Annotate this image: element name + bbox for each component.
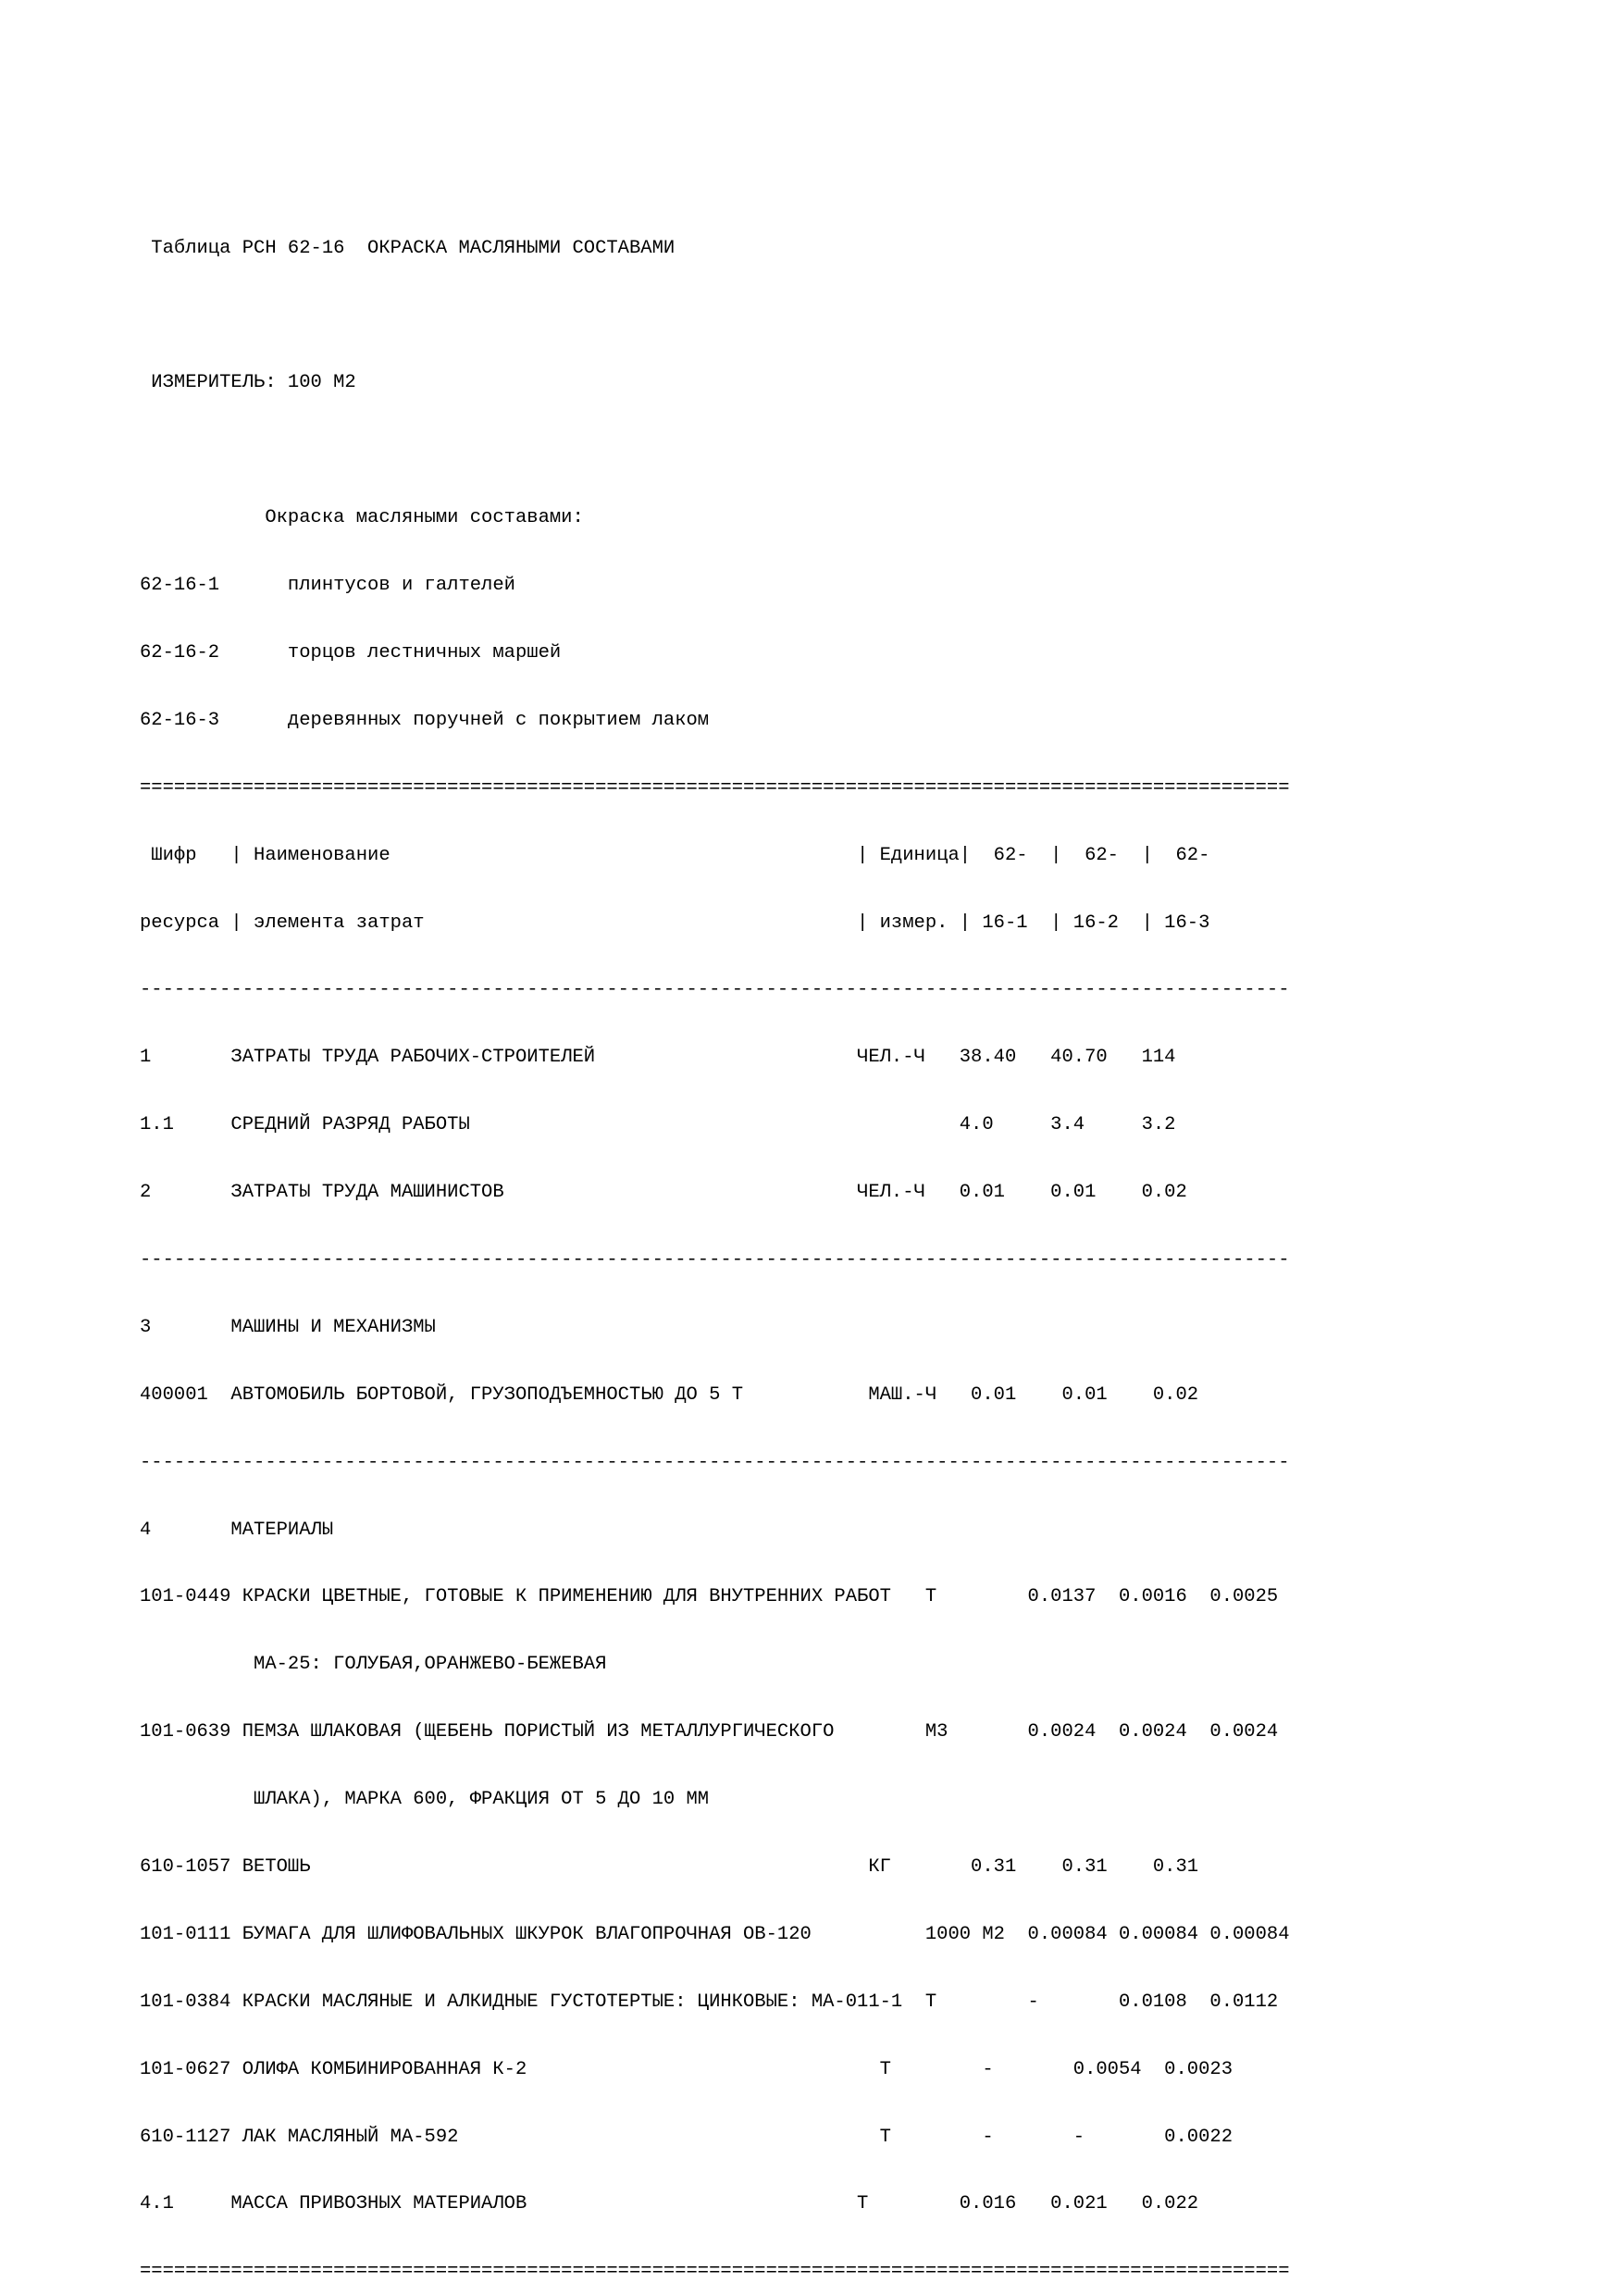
double-rule: ===================================================================================================== xyxy=(140,2261,1290,2283)
single-rule: ----------------------------------------------------------------------------------------------------- xyxy=(140,1248,1290,1271)
table-row: 101-0384 КРАСКИ МАСЛЯНЫЕ И АЛКИДНЫЕ ГУСТОТЕРТЫЕ: ЦИНКОВЫЕ: МА-011-1 Т - 0.0108 0.0112 xyxy=(140,1991,1279,2013)
table-row: ШЛАКА), МАРКА 600, ФРАКЦИЯ ОТ 5 ДО 10 ММ xyxy=(140,1789,710,1811)
single-rule: ----------------------------------------------------------------------------------------------------- xyxy=(140,1451,1290,1473)
table-row: 2 ЗАТРАТЫ ТРУДА МАШИНИСТОВ ЧЕЛ.-Ч 0.01 0.01 0.02 xyxy=(140,1182,1187,1204)
measure-line: ИЗМЕРИТЕЛЬ: 100 М2 xyxy=(140,372,356,394)
table-row: 101-0449 КРАСКИ ЦВЕТНЫЕ, ГОТОВЫЕ К ПРИМЕНЕНИЮ ДЛЯ ВНУТРЕННИХ РАБОТ Т 0.0137 0.0016 0.0025 xyxy=(140,1586,1279,1608)
table-row: 400001 АВТОМОБИЛЬ БОРТОВОЙ, ГРУЗОПОДЪЕМНОСТЬЮ ДО 5 Т МАШ.-Ч 0.01 0.01 0.02 xyxy=(140,1383,1199,1406)
table-row: 101-0627 ОЛИФА КОМБИНИРОВАННАЯ К-2 Т - 0.0054 0.0023 xyxy=(140,2058,1233,2080)
table-row: 610-1127 ЛАК МАСЛЯНЫЙ МА-592 Т - - 0.0022 xyxy=(140,2126,1233,2148)
table-header-row: Шифр | Наименование | Единица| 62- | 62- | 62- xyxy=(140,844,1210,866)
table-row: 610-1057 ВЕТОШЬ КГ 0.31 0.31 0.31 xyxy=(140,1855,1199,1878)
table-row: МА-25: ГОЛУБАЯ,ОРАНЖЕВО-БЕЖЕВАЯ xyxy=(140,1654,607,1676)
blank-line xyxy=(140,304,1290,327)
document-body xyxy=(140,192,1290,2295)
table-row: 1 ЗАТРАТЫ ТРУДА РАБОЧИХ-СТРОИТЕЛЕЙ ЧЕЛ.-Ч 38.40 40.70 114 xyxy=(140,1047,1176,1069)
table-row: 101-0111 БУМАГА ДЛЯ ШЛИФОВАЛЬНЫХ ШКУРОК ВЛАГОПРОЧНАЯ ОВ-120 1000 М2 0.00084 0.00084 0.00084 xyxy=(140,1923,1290,1945)
table-row: 4 МАТЕРИАЛЫ xyxy=(140,1519,334,1541)
table-row: 101-0639 ПЕМЗА ШЛАКОВАЯ (ЩЕБЕНЬ ПОРИСТЫЙ ИЗ МЕТАЛЛУРГИЧЕСКОГО М3 0.0024 0.0024 0.0024 xyxy=(140,1721,1279,1743)
table-header-row: ресурса | элемента затрат | измер. | 16-1 | 16-2 | 16-3 xyxy=(140,912,1210,934)
table-row: 1.1 СРЕДНИЙ РАЗРЯД РАБОТЫ 4.0 3.4 3.2 xyxy=(140,1114,1176,1136)
single-rule: ----------------------------------------------------------------------------------------------------- xyxy=(140,979,1290,1001)
table-title: Таблица РСН 62-16 ОКРАСКА МАСЛЯНЫМИ СОСТАВАМИ xyxy=(140,237,676,259)
intro-item: 62-16-1 плинтусов и галтелей xyxy=(140,575,515,597)
double-rule: ===================================================================================================== xyxy=(140,776,1290,799)
table-row: 4.1 МАССА ПРИВОЗНЫХ МАТЕРИАЛОВ Т 0.016 0.021 0.022 xyxy=(140,2193,1199,2215)
intro-heading: Окраска масляными составами: xyxy=(140,507,584,529)
table-row: 3 МАШИНЫ И МЕХАНИЗМЫ xyxy=(140,1316,436,1338)
blank-line xyxy=(140,440,1290,462)
intro-item: 62-16-3 деревянных поручней с покрытием лаком xyxy=(140,709,710,731)
intro-item: 62-16-2 торцов лестничных маршей xyxy=(140,641,562,664)
